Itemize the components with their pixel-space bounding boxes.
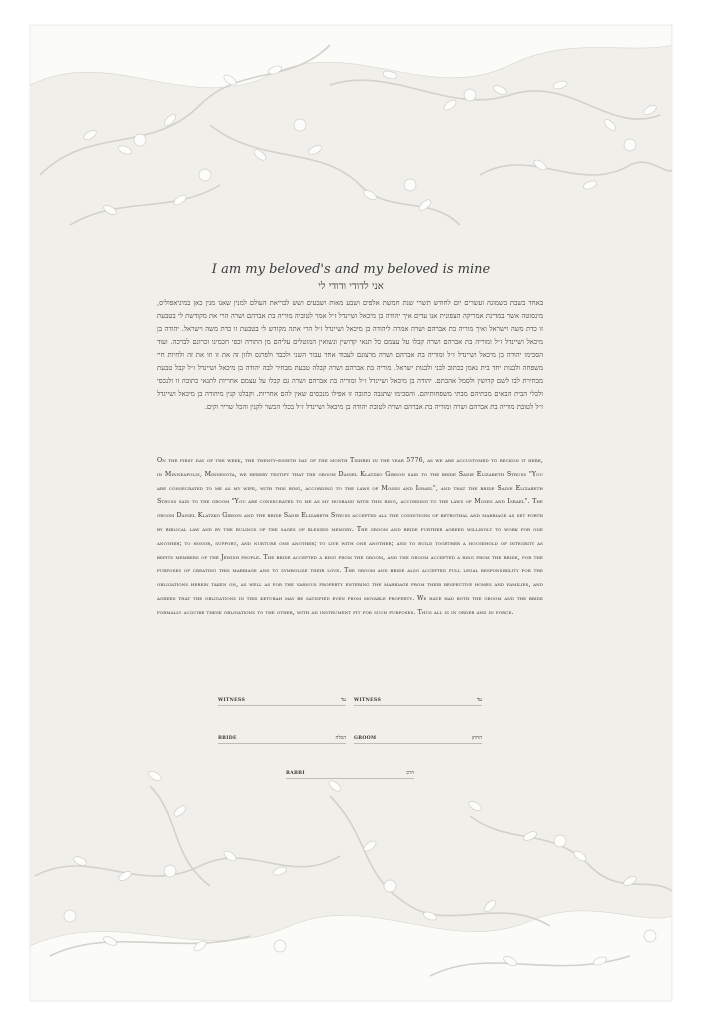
groom-label: GROOM (354, 736, 377, 741)
vine-decoration-top (30, 25, 672, 275)
witness-hebrew-label-1: עד (340, 697, 346, 703)
english-text: On the first day of the week, the twenty-eighth day of the month Tishrei in the year 5776, as we are accustomed to reckon it here, in Minneapolis, Minnesota, we hereby testify that the groom Daniel Klatzko Gibson said to the bride Sadie Elizabeth Struss "You are consecrated to me as my wife, with this ring, according to the laws of Moses and Israel", and that the bride Sadie Elizabeth Struss said to the groom "You are consecrated to me as my husband with this ring, according to the laws of Moses and Israel". The groom Daniel Klatzko Gibson and the bride Sadie Elizabeth Struss accepted all the conditions of betrothal and marriage as set forth by biblical law and by the rulings of the sages of blessed memory. The groom and bride further agreed willingly to work for one another; to honor, support, and nurture one another; to live with one another; and to build together a household of integrity as befits members of the Jewish people. The bride accepted a ring from the groom, and the groom accepted a ring from the bride, for the purposes of creating this marriage and to symbolize their love. The groom and bride also accepted full legal responsibility for the obligations herein taken on, as well as for the various property entering the marriage from their respective homes and families, and agreed that the obligations in this ketubah may be satisfied even from movable property. We have had both the groom and the bride formally acquire these obligations to the other, with an instrument fit for such purposes. Thus all is in order and in force. (157, 457, 543, 616)
groom-signature-line[interactable] (354, 733, 482, 744)
bride-label: BRIDE (218, 736, 237, 741)
witness-label-2: WITNESS (354, 698, 382, 703)
hebrew-subtitle: אני לדודי ודודי לי (318, 281, 384, 292)
page-title: I am my beloved's and my beloved is mine (211, 262, 491, 277)
witness-label-1: WITNESS (218, 698, 246, 703)
groom-hebrew-label: החתן (471, 735, 482, 741)
witness-hebrew-label-2: עד (476, 697, 482, 703)
witness-signature-line-1[interactable] (218, 695, 346, 706)
bride-signature-line[interactable] (218, 733, 346, 744)
witness-signature-line-2[interactable] (354, 695, 482, 706)
vine-decoration-bottom (30, 756, 672, 1001)
bride-hebrew-label: הכלה (335, 735, 346, 741)
hebrew-text: באחד בשבת בשמונה ועשרים יום לחודש תשרי שנת חמשת אלפים ושבע מאות ושבעים ושש לבריאת העולם למנין שאנו מנין כאן במיניאפוליס, מינסוטה אשר במדינת אמריקה הצפונית אנו עדים איך יהודה בן מיכאל ושיינדל ז״ל אמר לטוביה מוריה בת אברהם ושרה הרי את מקודשת לי בטבעת זו כדת משה וישראל ואיך מוריה בת אברהם ושרה אמרה ליהודה בן מיכאל ושיינדל ז״ל הרי אתה מקודש לי בטבעת זו כדת משה וישראל. יהודה בן מיכאל ושיינדל ז״ל ומוריה בת אברהם ושרה קבלו על עצמם כל תנאי קדושין ונשואין המוטלים עליהם מן התורה וכפי חכמינו זכרונם לברכה. ועוד הסכימו יהודה בן מיכאל ושיינדל ז״ל ומוריה בת אברהם ושרה מרצונם לעבוד אחד עבור השני ולכבד ולפרנס ולזון זה את זו וזו את זה ולחיות חיי משפחה ולבנות יחד בית נאמן ככתוב לבני ולבנות ישראל. מוריה בת אברהם ושרה קבלה טבעת מבחיר לבה יהודה בן מיכאל ושיינדל ז״ל קבל טבעת מבחירת לבו לשם קדושין ולסמל אהבתם. יהודה בן מיכאל ושיינדל ז״ל ומוריה בת אברהם ושרה גם קבלו על עצמם אחריות לתנאי כתובה זו ולנכסי ולכלי הבית הבאים מבתיהם מבתי משפחותיהם. והסכימו שתגבה כתובה זו אפילו מנכסים שאין להם אחריות. וקבלנו קנין מיהודה בן מיכאל ושיינדל ז״ל לטובת מוריה בת אברהם ושרה ומוריה בת אברהם ושרה לטובת יהודה בן מיכאל ושיינדל ז״ל בכלי הכשר לקנין והכל שריר וקים. (157, 299, 543, 411)
rabbi-hebrew-label: הרב (406, 770, 414, 776)
rabbi-label: RABBI (286, 771, 305, 776)
ketubah-document (30, 25, 672, 1001)
